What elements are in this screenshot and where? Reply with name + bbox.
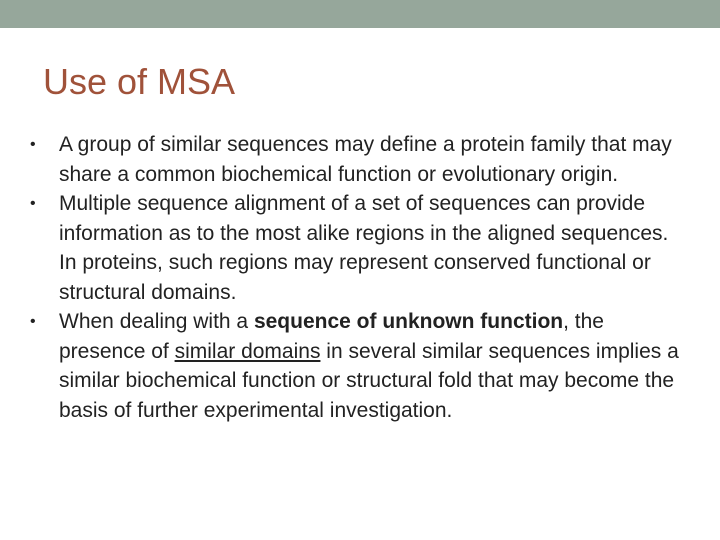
bullet-text: Multiple sequence alignment of a set of sequences can provide information as to the most alike regions in the aligned sequences. In proteins, such regions may represent conserved functional or structural domains.	[59, 192, 669, 304]
bullet-item	[30, 307, 680, 425]
underlined-phrase: similar domains	[174, 339, 321, 363]
bullet-text	[59, 307, 680, 425]
top-accent-bar	[0, 0, 720, 28]
bullet-item	[30, 130, 680, 189]
bullet-marker-icon: •	[30, 313, 36, 330]
bullet-marker-icon: •	[30, 195, 36, 212]
bullet-item	[30, 189, 680, 307]
slide-title: Use of MSA	[43, 61, 236, 102]
bullet-marker-icon: •	[30, 136, 36, 153]
bullet-text-segment: in several similar sequences implies a similar biochemical function or structural fold that may become the basis of further experimental investigation.	[59, 339, 679, 422]
bullet-list	[30, 130, 680, 425]
bullet-text: A group of similar sequences may define a protein family that may share a common biochemical function or evolutionary origin.	[59, 133, 672, 186]
bullet-text-segment: , the presence of	[59, 310, 604, 363]
bullet-text-segment: When dealing with a	[59, 310, 254, 333]
bold-phrase: sequence of unknown function	[253, 310, 564, 333]
